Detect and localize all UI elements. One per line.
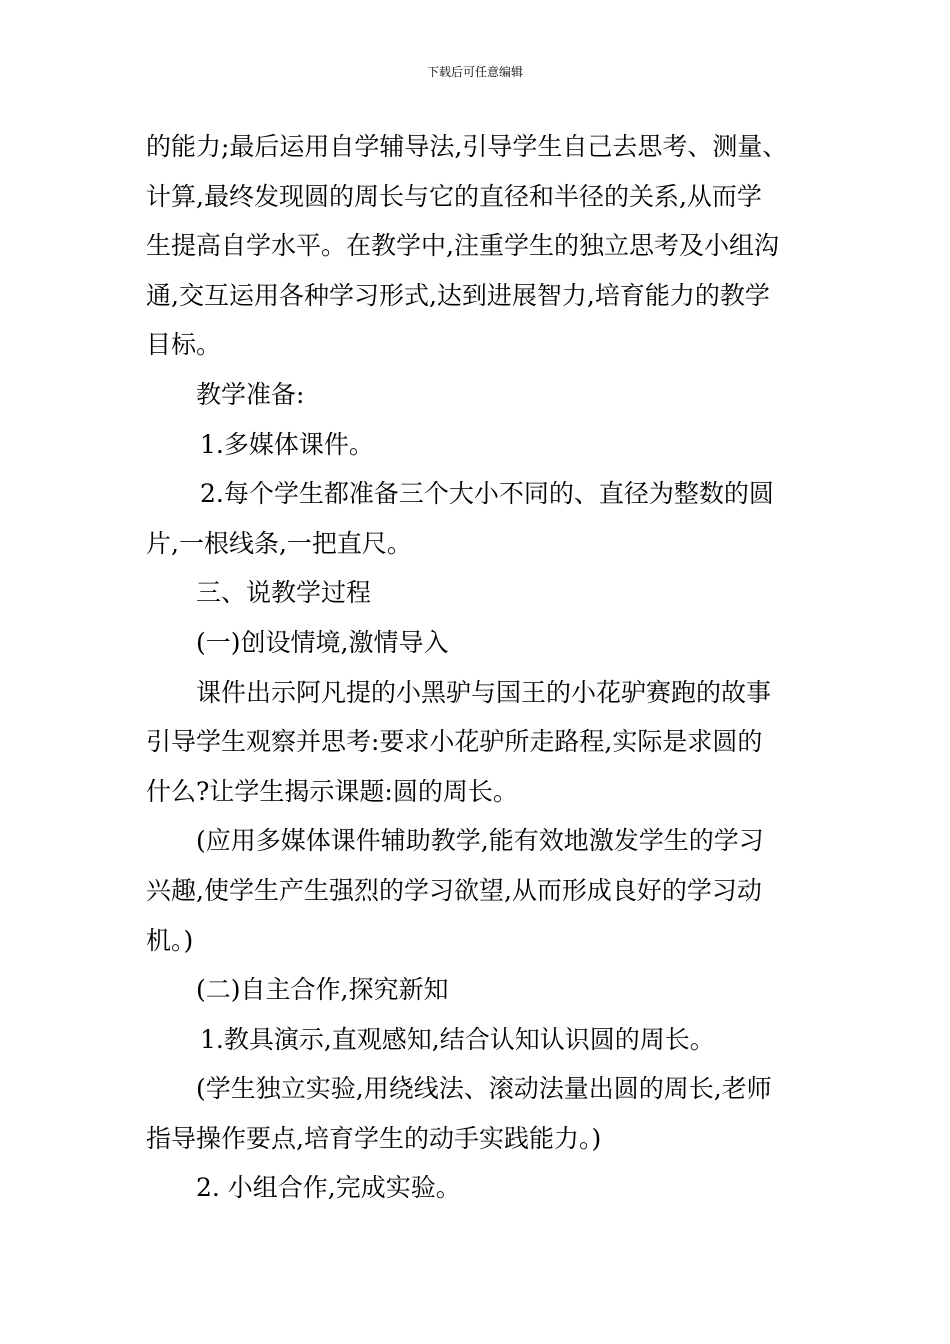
body-line: 兴趣,使学生产生强烈的学习欲望,从而形成良好的学习动 [146, 875, 762, 905]
body-line: (学生独立实验,用绕线法、滚动法量出圆的周长,老师 [196, 1074, 772, 1104]
body-line: 目标。 [146, 330, 222, 360]
subsection-heading: (二)自主合作,探究新知 [196, 975, 449, 1005]
body-line: 引导学生观察并思考:要求小花驴所走路程,实际是求圆的 [146, 727, 763, 757]
body-line: 通,交互运用各种学习形式,达到进展智力,培育能力的教学 [146, 280, 770, 310]
body-line: 什么?让学生揭示课题:圆的周长。 [146, 776, 518, 806]
subsection-heading: (一)创设情境,激情导入 [196, 627, 449, 657]
body-line: 课件出示阿凡提的小黑驴与国王的小花驴赛跑的故事 [196, 677, 772, 707]
document-body [146, 122, 816, 1213]
section-heading-teaching-process: 三、说教学过程 [196, 578, 372, 608]
body-line: 指导操作要点,培育学生的动手实践能力。) [146, 1123, 602, 1153]
section-heading-teaching-prep: 教学准备: [196, 379, 305, 409]
list-item: 1.教具演示,直观感知,结合认知认识圆的周长。 [200, 1024, 715, 1054]
body-line: 的能力;最后运用自学辅导法,引导学生自己去思考、测量、 [146, 132, 788, 161]
list-item: 2.每个学生都准备三个大小不同的、直径为整数的圆 [200, 479, 774, 509]
body-line: 片,一根线条,一把直尺。 [146, 528, 412, 558]
body-line: 计算,最终发现圆的周长与它的直径和半径的关系,从而学 [146, 181, 762, 211]
body-line: 机。) [146, 925, 194, 955]
list-item: 1.多媒体课件。 [200, 429, 374, 459]
list-item: 2. 小组合作,完成实验。 [196, 1173, 461, 1203]
page-header: 下载后可任意编辑 [426, 65, 523, 79]
body-line: (应用多媒体课件辅助教学,能有效地激发学生的学习 [196, 826, 764, 856]
body-line: 生提高自学水平。在教学中,注重学生的独立思考及小组沟 [146, 231, 779, 261]
